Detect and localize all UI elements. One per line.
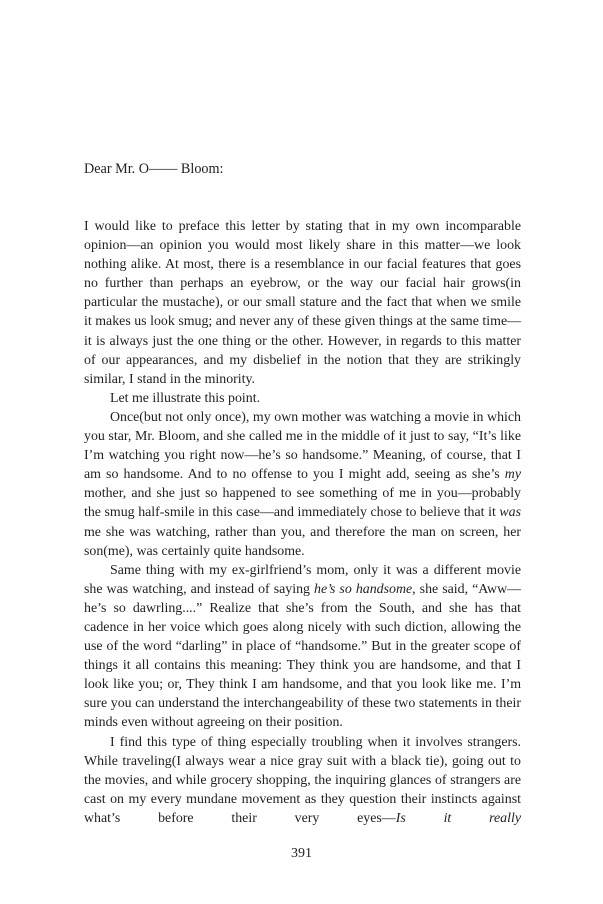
text-segment: me she was watching, rather than you, and therefore the man on screen, her son(me), was certainly quite handsome.	[84, 524, 521, 559]
emphasis-text: was	[499, 505, 521, 521]
paragraph-2	[84, 389, 521, 408]
text-segment: mother, and she just so happened to see something of me in you—probably the smug half-smile in this case—and immediately chose to believe that it	[84, 486, 521, 521]
paragraph-3	[84, 408, 521, 561]
paragraph-4	[84, 561, 521, 733]
text-segment: I would like to preface this letter by stating that in my own incomparable opinion—an opinion you would most likely share in this matter—we look nothing alike. At most, there is a resemblance in our facial features that goes no further than perhaps an eyebrow, or the way our facial hair grows(in particular the mustache), or our small stature and the fact that when we smile it makes us look smug; and never any of these given things at the same time—it is always just the one thing or the other. However, in regards to this matter of our appearances, and my disbelief in the notion that they are strikingly similar, I stand in the minority.	[84, 219, 521, 387]
text-segment: I find this type of thing especially troubling when it involves strangers. While traveling(I always wear a nice gray suit with a black tie), going out to the movies, and while grocery shopping, the inquiring glances of strangers are cast on my every mundane movement as they question their instincts against what’s before their very eyes—	[84, 734, 521, 826]
text-segment: Once(but not only once), my own mother was watching a movie in which you star, Mr. Bloom, and she called me in the middle of it just to say, “It’s like I’m watching you right now—he’s so handsome.” Meaning, of course, that I am so handsome. And to no offense to you I might add, seeing as she’s	[84, 409, 521, 483]
paragraph-5	[84, 733, 521, 828]
page-number: 391	[291, 846, 312, 861]
paragraph-1	[84, 217, 521, 389]
emphasis-text: he’s so handsome	[314, 581, 413, 597]
text-segment: Let me illustrate this point.	[110, 390, 261, 406]
text-segment: Same thing with my ex-girlfriend’s mom, only it was a different movie she was watching, and instead of saying	[84, 562, 521, 597]
emphasis-text: my	[504, 467, 521, 483]
salutation: Dear Mr. O—— Bloom:	[84, 161, 224, 177]
text-segment: , she said, “Aww—he’s so dawrling....” Realize that she’s from the South, and she has that cadence in her voice which goes along nicely with such diction, allowing the use of the word “darling” in place of “handsome.” But in the greater scope of things it all contains this meaning: They think you are handsome, and that I look like you; or, They think I am handsome, and that you look like me. I’m sure you can understand the interchangeability of these two statements in their minds even without agreeing on their position.	[84, 581, 521, 731]
letter-body	[84, 217, 521, 828]
emphasis-text: Is it really	[395, 810, 521, 826]
